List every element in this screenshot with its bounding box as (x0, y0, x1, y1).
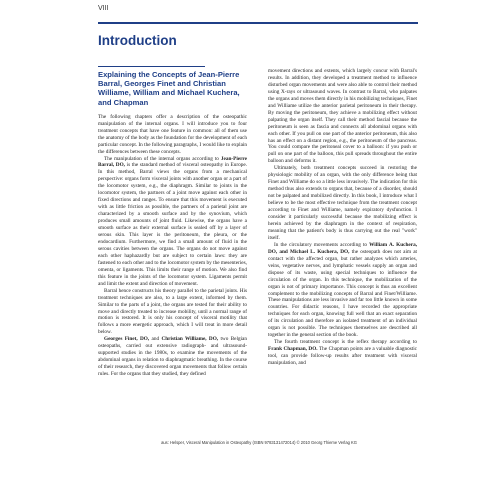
paragraph (98, 156, 247, 288)
page-title: Introduction (98, 33, 177, 48)
paragraph-text: The fourth treatment concept is the reflex therapy according to (274, 339, 417, 346)
page-footer: aus: Helsper, Visceral Manipulation in Osteopathy (ISBN 9783131472014) © 2010 Georg Thieme Verlag KG (161, 440, 357, 445)
paragraph-text: The following chapters offer a description of the osteopathic manipulation of the internal organs. I will introduce you to four treatment concepts that have one feature in common: all of them use the anatomy of the body as the foundation for the development of each particular concept. In the following paragraphs, I would like to explain the differences between these concepts. (98, 113, 247, 155)
paragraph-text: The Chapman points are a valuable diagnostic tool, can provide follow-up results after treatment with visceral manipulation, and (268, 346, 417, 367)
right-column (268, 68, 417, 367)
author-name: Georges Finet, DO, (104, 336, 150, 343)
paragraph (268, 339, 417, 367)
paragraph (268, 165, 417, 241)
paragraph (268, 68, 417, 165)
page-number: VIII (98, 5, 109, 12)
paragraph (98, 336, 247, 378)
paragraph-text: In the circulatory movements according to (274, 241, 370, 248)
paragraph (268, 242, 417, 339)
paragraph-text: The manipulation of the internal organs according to (104, 155, 221, 162)
paragraph-text: the osteopath does not aim at contact with the affected organ, but rather analyzes which arteries, veins, vegetative nerves, and lymphatic vessels supply an organ and dispose of its waste, using special techniques to influence the circulation of the organ. In this technique, the mobilization of the organ is not of primary importance. This concept is thus an excellent complement to the mobilizing concepts of Barral and Finet/Williame. These manipulations are less invasive and far too little known in some countries. For didactic reasons, I have recorded the appropriate techniques for each organ, knowing full well that an exact separation of its circulation and therefore an isolated treatment of an individual organ is not possible. The techniques themselves are described all together in the general section of the book. (268, 248, 417, 339)
paragraph (98, 288, 247, 337)
paragraph (98, 114, 247, 156)
author-name: Jean-Pierre Barral, DO, (98, 155, 247, 169)
paragraph-text: and (149, 336, 162, 343)
paragraph-text: is the standard method of visceral osteopathy in Europe. In this method, Barral views the organs from a mechanical perspective: organs form visceral joints with another organ or a part of the locomotor system, e.g., the diaphragm. Similar to joints in the locomotor system, the partners of a joint move against each other in fixed directions and ranges. To ensure that this movement is executed with as little friction as possible, the partners of a parietal joint are characterized by a smooth surface and by the synovium, which produces small amounts of joint fluid. Likewise, the organs have a smooth surface as their external surface is sealed off by a layer of serous skin. This layer is the peritoneum, the pleura, or the endocardium. Furthermore, we find a small amount of fluid in the serous cavities between the organs. The organs do not move against each other haphazardly but are subject to certain laws: they are fastened to each other and to the locomotor system by the mesenteries, omenta, or ligaments. This limits their range of motion. We also find this feature in the joints of the locomotor system. Ligaments permit and limit the extent and direction of movement. (98, 162, 248, 287)
author-name: Frank Chapman, DO. (268, 346, 318, 353)
header-rule (98, 22, 418, 24)
author-name: Christian Williame, DO, (161, 336, 219, 343)
paragraph-text: Ultimately, both treatment concepts succeed in restoring the physiologic mobility of an organ, with the only difference being that Finet and Williame do so a little less invasively. The indication for this method thus also extends to organs that, because of a disorder, should not be palpated and mobilized directly. In this book, I introduce what I believe to be the most effective technique from the treatment concept according to Finet and Williame, namely expiratory dysfunction. I consider it particularly successful because the mobilizing effect is herein achieved by the diaphragm in the context of respiration, meaning that the patient's body is thus carrying out the real "work" itself. (268, 165, 417, 241)
author-name: William A. Kuchera, DO, and Michael L. Kuchera, DO, (268, 241, 418, 255)
paragraph-text: two Belgian osteopaths, carried out extensive radiograph- and ultrasound-supported studies in the 1980s, to examine the movements of the abdominal organs in relation to diaphragmatic breathing. In the course of their research, they discovered organ movements that follow certain rules. For the organs that they studied, they defined (98, 336, 247, 378)
section-rule (98, 66, 205, 67)
section-heading: Explaining the Concepts of Jean-Pierre Barral, Georges Finet and Christian Williame, William and Michael Kuchera, and Chapman (98, 70, 240, 107)
paragraph-text: movement directions and extents, which largely concur with Barral's results. In addition, they developed a treatment method to influence disturbed organ movements and were also able to control their method using X-rays or ultrasound waves. In contrast to Barral, who palpates the organs and moves them directly in his mobilizing techniques, Finet and Williame utilize the anterior parietal peritoneum in their therapy. By moving the peritoneum, they achieve a mobilizing effect without palpating the organ itself. They call their method fascial because the peritoneum is seen as fascia and connects all abdominal organs with each other. If you pull on one part of the anterior peritoneum, this also has an effect on a distant region, e.g., the peritoneum of the pancreas. You could compare the peritoneal cover to a balloon: if you push or pull on one part of the balloon, this pull spreads throughout the entire balloon and deforms it. (268, 68, 417, 165)
paragraph-text: Barral hence constructs his theory parallel to the parietal joints. His treatment techniques are also, to a large extent, informed by them. Similar to the parts of a joint, the organs are tested for their ability to move and directly treated to increase mobility, until a normal range of motion is restored. It is only his concept of visceral motility that follows a more energetic approach, which I will treat in more detail below. (98, 287, 247, 336)
left-column (98, 70, 247, 378)
